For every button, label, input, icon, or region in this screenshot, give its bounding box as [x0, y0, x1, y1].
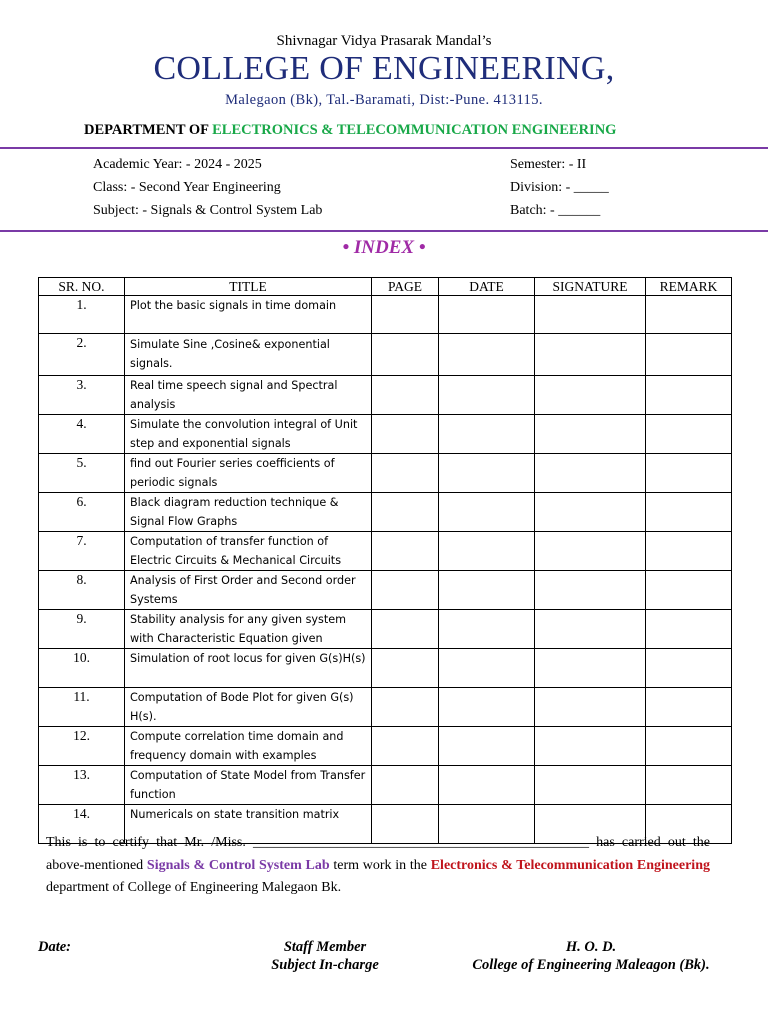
class-info: Class: - Second Year Engineering	[93, 180, 281, 195]
table-row	[39, 532, 732, 571]
title-cell: find out Fourier series coefficients of periodic signals	[125, 454, 372, 493]
page-cell	[372, 649, 439, 688]
page-cell	[372, 766, 439, 805]
remark-cell	[646, 454, 732, 493]
index-title: • INDEX •	[342, 237, 426, 258]
table-row	[39, 376, 732, 415]
table-row	[39, 415, 732, 454]
sr-no-cell: 3.	[39, 376, 125, 415]
date-cell	[439, 493, 535, 532]
hod-college-label: College of Engineering Maleagon (Bk).	[472, 957, 710, 973]
sr-no-cell: 13.	[39, 766, 125, 805]
date-cell	[439, 766, 535, 805]
subject-incharge-label: Subject In-charge	[271, 957, 379, 973]
signature-cell	[535, 727, 646, 766]
title-cell: Analysis of First Order and Second order Systems	[125, 571, 372, 610]
title-cell: Real time speech signal and Spectral analysis	[125, 376, 372, 415]
remark-cell	[646, 688, 732, 727]
signature-cell	[535, 532, 646, 571]
title-cell: Simulation of root locus for given G(s)H(s)	[125, 649, 372, 688]
academic-year: Academic Year: - 2024 - 2025	[93, 157, 262, 172]
sr-no-cell: 10.	[39, 649, 125, 688]
table-row	[39, 296, 732, 334]
header-page: PAGE	[372, 278, 439, 296]
sr-no-cell: 5.	[39, 454, 125, 493]
page-cell	[372, 493, 439, 532]
page-cell	[372, 415, 439, 454]
table-row	[39, 688, 732, 727]
header-title: TITLE	[125, 278, 372, 296]
page-cell	[372, 532, 439, 571]
remark-cell	[646, 376, 732, 415]
signature-cell	[535, 296, 646, 334]
hod-label: H. O. D.	[565, 939, 617, 955]
certificate-lab-name: Signals & Control System Lab	[146, 857, 330, 873]
table-row	[39, 454, 732, 493]
table-row	[39, 571, 732, 610]
remark-cell	[646, 766, 732, 805]
certificate-part1: This is to certify that Mr. /Miss. ________________________________________________ has carried out the above-mentioned	[46, 835, 710, 873]
remark-cell	[646, 334, 732, 376]
page-cell	[372, 727, 439, 766]
page-cell	[372, 571, 439, 610]
certificate-department: Electronics & Telecommunication Engineering	[430, 857, 710, 873]
page-cell	[372, 610, 439, 649]
table-row	[39, 766, 732, 805]
date-cell	[439, 532, 535, 571]
sr-no-cell: 2.	[39, 334, 125, 376]
college-address: Malegaon (Bk), Tal.-Baramati, Dist:-Pune. 413115.	[225, 92, 543, 108]
date-cell	[439, 649, 535, 688]
title-cell: Stability analysis for any given system with Characteristic Equation given	[125, 610, 372, 649]
division-info: Division: - _____	[510, 180, 609, 195]
sr-no-cell: 9.	[39, 610, 125, 649]
signature-cell	[535, 415, 646, 454]
remark-cell	[646, 610, 732, 649]
department-heading	[84, 122, 616, 139]
signature-cell	[535, 766, 646, 805]
date-cell	[439, 727, 535, 766]
table-row	[39, 334, 732, 376]
sr-no-cell: 11.	[39, 688, 125, 727]
date-cell	[439, 610, 535, 649]
semester-info: Semester: - II	[510, 157, 587, 172]
table-row	[39, 493, 732, 532]
remark-cell	[646, 296, 732, 334]
signature-cell	[535, 571, 646, 610]
page-cell	[372, 296, 439, 334]
header-remark: REMARK	[646, 278, 732, 296]
sr-no-cell: 8.	[39, 571, 125, 610]
title-cell: Computation of transfer function of Electric Circuits & Mechanical Circuits	[125, 532, 372, 571]
title-cell: Compute correlation time domain and frequency domain with examples	[125, 727, 372, 766]
remark-cell	[646, 532, 732, 571]
remark-cell	[646, 727, 732, 766]
header-divider	[0, 147, 768, 149]
page-cell	[372, 454, 439, 493]
remark-cell	[646, 571, 732, 610]
title-cell: Numericals on state transition matrix	[125, 805, 372, 844]
remark-cell	[646, 649, 732, 688]
page-cell	[372, 334, 439, 376]
certificate-part3: department of College of Engineering Malegaon Bk.	[46, 880, 342, 895]
signature-cell	[535, 334, 646, 376]
title-cell: Black diagram reduction technique & Signal Flow Graphs	[125, 493, 372, 532]
signature-cell	[535, 454, 646, 493]
page-cell	[372, 688, 439, 727]
signature-cell	[535, 649, 646, 688]
department-name: ELECTRONICS & TELECOMMUNICATION ENGINEERING	[212, 122, 617, 138]
staff-member-label: Staff Member	[283, 939, 367, 955]
sr-no-cell: 6.	[39, 493, 125, 532]
title-cell: Computation of Bode Plot for given G(s) H(s).	[125, 688, 372, 727]
title-cell: Plot the basic signals in time domain	[125, 296, 372, 334]
date-cell	[439, 376, 535, 415]
sr-no-cell: 4.	[39, 415, 125, 454]
table-header-row	[39, 278, 732, 296]
table-row	[39, 727, 732, 766]
signature-cell	[535, 688, 646, 727]
index-table	[38, 277, 732, 844]
title-cell: Computation of State Model from Transfer function	[125, 766, 372, 805]
header-date: DATE	[439, 278, 535, 296]
info-divider	[0, 230, 768, 232]
sr-no-cell: 14.	[39, 805, 125, 844]
sr-no-cell: 1.	[39, 296, 125, 334]
date-cell	[439, 571, 535, 610]
date-cell	[439, 334, 535, 376]
table-row	[39, 649, 732, 688]
title-cell: Simulate the convolution integral of Unit step and exponential signals	[125, 415, 372, 454]
table-row	[39, 610, 732, 649]
department-prefix: DEPARTMENT OF	[84, 122, 209, 138]
remark-cell	[646, 415, 732, 454]
signature-cell	[535, 610, 646, 649]
trust-name: Shivnagar Vidya Prasarak Mandal’s	[276, 33, 492, 49]
page-cell	[372, 376, 439, 415]
certificate-text	[46, 832, 710, 900]
sr-no-cell: 7.	[39, 532, 125, 571]
batch-info: Batch: - ______	[510, 203, 601, 218]
header-sr-no: SR. NO.	[39, 278, 125, 296]
signature-cell	[535, 493, 646, 532]
signature-cell	[535, 376, 646, 415]
sr-no-cell: 12.	[39, 727, 125, 766]
date-label: Date:	[38, 939, 72, 955]
remark-cell	[646, 493, 732, 532]
date-cell	[439, 415, 535, 454]
date-cell	[439, 296, 535, 334]
header-signature: SIGNATURE	[535, 278, 646, 296]
date-cell	[439, 454, 535, 493]
date-cell	[439, 688, 535, 727]
certificate-part2: term work in the	[333, 857, 427, 873]
college-name: COLLEGE OF ENGINEERING,	[153, 50, 615, 87]
subject-info: Subject: - Signals & Control System Lab	[93, 203, 323, 218]
title-cell: Simulate Sine ,Cosine& exponential signals.	[125, 334, 372, 376]
